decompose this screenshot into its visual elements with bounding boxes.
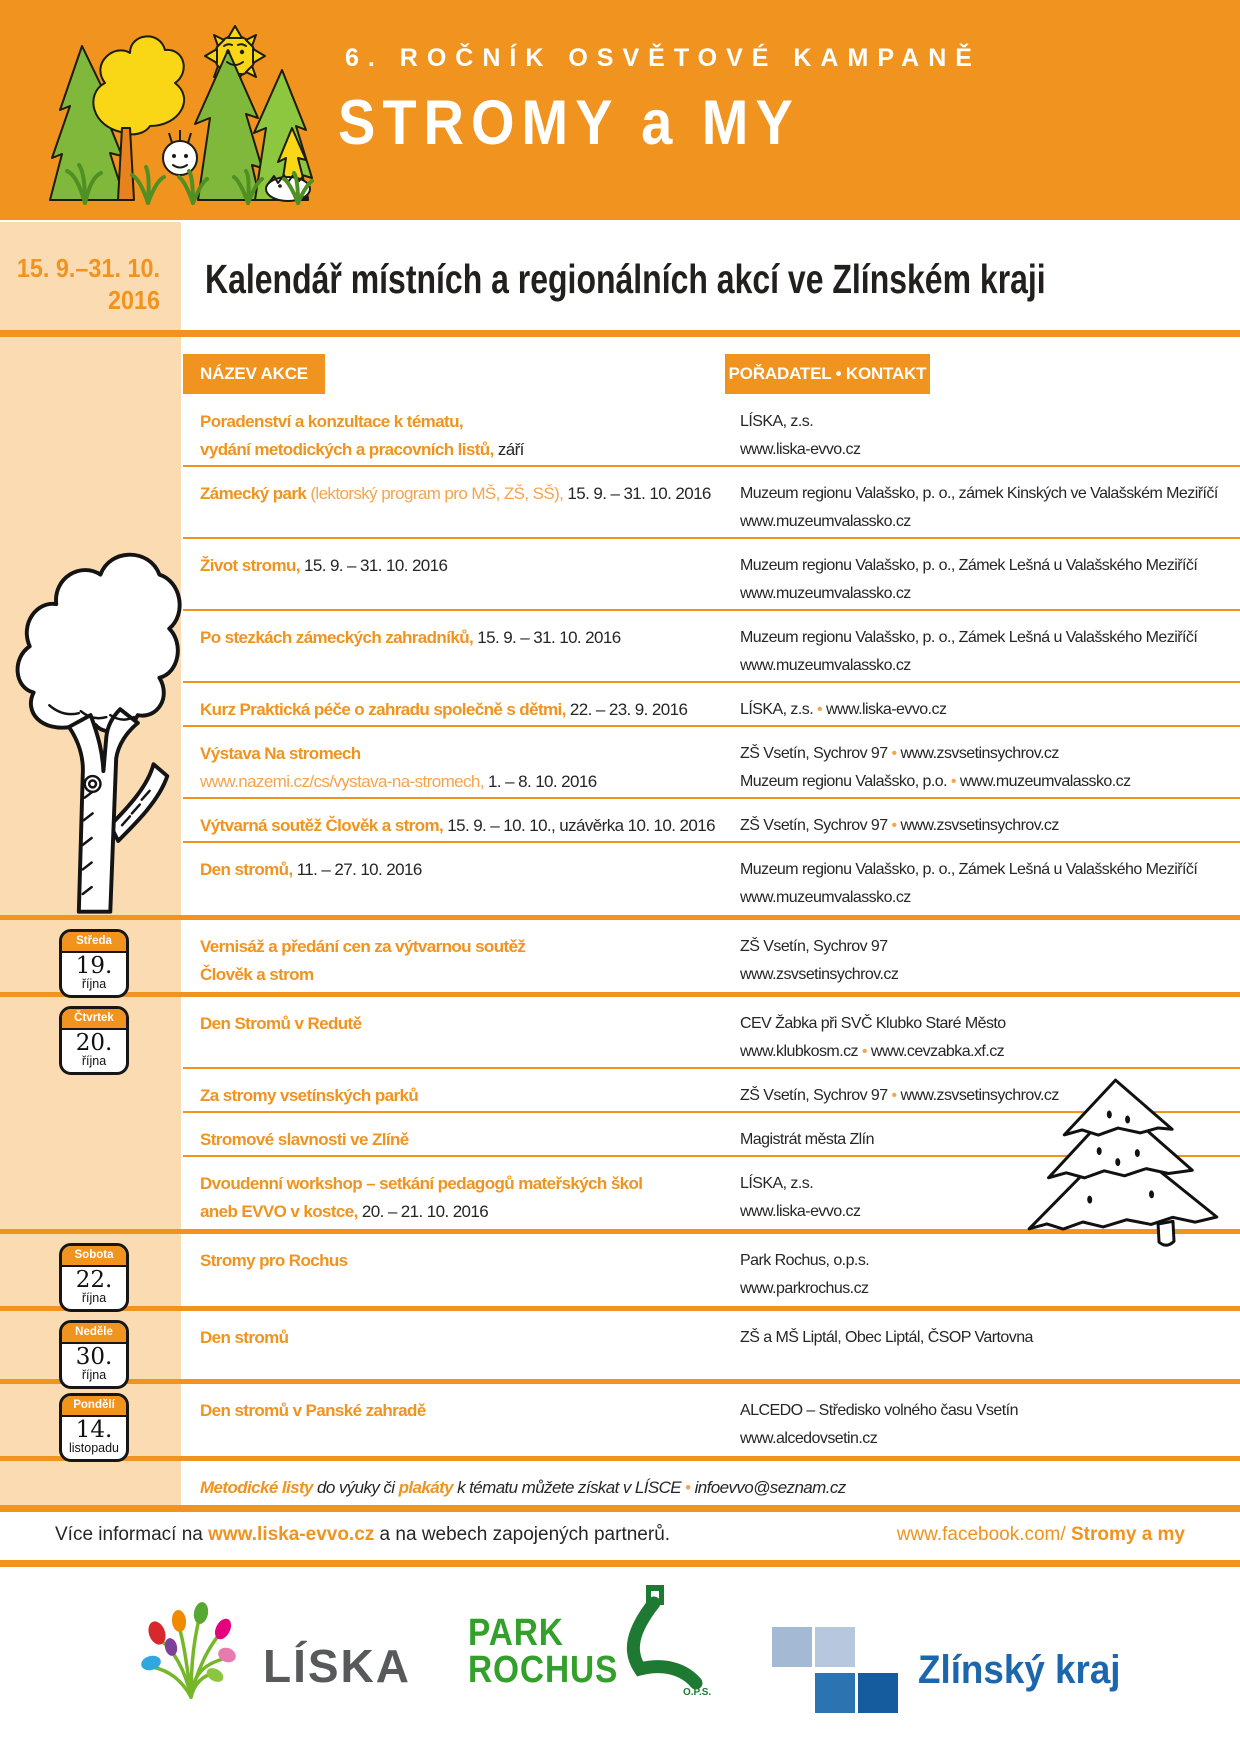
zlin-square-2: [815, 1627, 855, 1667]
organizer-cell: ZŠ Vsetín, Sychrov 97 • www.zsvsetinsychrov.cz: [740, 1087, 1059, 1104]
event-row: [183, 1384, 1240, 1456]
calendar-day-name: Sobota: [62, 1246, 126, 1267]
event-name-cell: Poradenství a konzultace k tématu, vydání metodických a pracovních listů, září: [200, 412, 524, 459]
header-band: [0, 0, 1240, 220]
liska-logo-text: LÍSKA: [263, 1640, 411, 1692]
event-section: [0, 1461, 1240, 1512]
calendar-day-name: Středa: [62, 932, 126, 953]
calendar-date-badge: [59, 1006, 129, 1075]
event-row: [183, 611, 1240, 683]
event-name-cell: Stromy pro Rochus: [200, 1251, 348, 1270]
column-header-event-name: NÁZEV AKCE: [183, 354, 325, 394]
column-header-organizer: POŘADATEL • KONTAKT: [725, 354, 930, 394]
event-row: [183, 1311, 1240, 1379]
calendar-day-number: 22.: [75, 1267, 113, 1293]
zlinsky-kraj-squares-icon: [772, 1627, 900, 1713]
event-name-cell: Výtvarná soutěž Člověk a strom, 15. 9. – 10. 10., uzávěrka 10. 10. 2016: [200, 816, 715, 835]
more-info-prefix: Více informací na: [55, 1524, 209, 1545]
facebook-page-name: Stromy a my: [1070, 1524, 1185, 1545]
organizer-cell: Magistrát města Zlín: [740, 1131, 874, 1148]
organizer-cell: ZŠ a MŠ Liptál, Obec Liptál, ČSOP Vartovna: [740, 1329, 1033, 1346]
park-rochus-logo: [468, 1583, 728, 1711]
event-section: [0, 1311, 1240, 1384]
event-section: [0, 1384, 1240, 1461]
calendar-day-number: 20.: [75, 1030, 113, 1056]
event-name-cell: Zámecký park (lektorský program pro MŠ, ZŠ, SŠ), 15. 9. – 31. 10. 2016: [200, 484, 711, 503]
park-word: PARK: [468, 1612, 564, 1654]
campaign-logo-illustration: [30, 8, 320, 208]
calendar-month-name: října: [81, 1054, 107, 1068]
calendar-date-badge: [59, 1243, 129, 1312]
event-name-cell: Výstava Na stromech www.nazemi.cz/cs/vystava-na-stromech, 1. – 8. 10. 2016: [200, 744, 597, 791]
calendar-date-badge: [59, 929, 129, 998]
event-row: [183, 997, 1240, 1069]
event-row: [183, 683, 1240, 727]
zlin-square-4: [858, 1673, 898, 1713]
calendar-day-number: 30.: [75, 1344, 113, 1370]
event-name-cell: Den Stromů v Redutě: [200, 1014, 362, 1033]
zlin-square-3: [815, 1673, 855, 1713]
event-row: [183, 1461, 1240, 1505]
organizer-cell: Muzeum regionu Valašsko, p. o., Zámek Lešná u Valašského Meziříčí www.muzeumvalassko.cz: [740, 629, 1198, 674]
organizer-cell: Muzeum regionu Valašsko, p. o., Zámek Lešná u Valašského Meziříčí www.muzeumvalassko.cz: [740, 557, 1198, 602]
calendar-month-name: listopadu: [68, 1441, 120, 1455]
organizer-cell: ZŠ Vsetín, Sychrov 97 • www.zsvsetinsychrov.cz Muzeum regionu Valašsko, p.o. • www.muzeumvalassko.cz: [740, 745, 1131, 790]
calendar-month-name: října: [81, 977, 107, 991]
page-title: Kalendář místních a regionálních akcí ve Zlínském kraji: [205, 256, 1046, 302]
event-row: [183, 843, 1240, 915]
zlin-square-1: [772, 1627, 812, 1667]
organizer-cell: Muzeum regionu Valašsko, p. o., Zámek Lešná u Valašského Meziříčí www.muzeumvalassko.cz: [740, 861, 1198, 906]
calendar-month-name: října: [81, 1291, 107, 1305]
zlinsky-kraj-logo-text: Zlínský kraj: [918, 1647, 1121, 1692]
organizer-cell: CEV Žabka při SVČ Klubko Staré Město www.klubkosm.cz • www.cevzabka.xf.cz: [740, 1015, 1006, 1060]
organizer-cell: Muzeum regionu Valašsko, p. o., zámek Kinských ve Valašském Meziříčí www.muzeumvalassko.cz: [740, 485, 1218, 530]
liska-logo: [135, 1589, 411, 1699]
organizer-cell: ALCEDO – Středisko volného času Vsetín www.alcedovsetin.cz: [740, 1402, 1018, 1447]
calendar-month-name: října: [81, 1368, 107, 1382]
divider-bottom: [0, 1560, 1240, 1567]
events-table: [0, 337, 1240, 1512]
event-name-cell: Za stromy vsetínských parků: [200, 1086, 419, 1105]
organizer-cell: LÍSKA, z.s. • www.liska-evvo.cz: [740, 701, 947, 718]
event-name-cell: Kurz Praktická péče o zahradu společně s dětmi, 22. – 23. 9. 2016: [200, 700, 688, 719]
organizer-cell: LÍSKA, z.s. www.liska-evvo.cz: [740, 413, 861, 458]
liska-bouquet-icon: [135, 1589, 247, 1699]
spruce-tree-illustration: [1000, 1076, 1240, 1254]
event-name-cell: Dvoudenní workshop – setkání pedagogů mateřských škol aneb EVVO v kostce, 20. – 21. 10. 2016: [200, 1174, 643, 1221]
event-name-cell: Metodické listy do výuky či plakáty k tématu můžete získat v LÍSCE • infoevvo@seznam.cz: [200, 1478, 846, 1497]
zlinsky-kraj-logo: [772, 1627, 1138, 1713]
event-name-cell: Stromové slavnosti ve Zlíně: [200, 1130, 409, 1149]
event-row: [183, 539, 1240, 611]
calendar-day-name: Čtvrtek: [62, 1009, 126, 1030]
partner-logos: [0, 1567, 1240, 1754]
more-info-line: [55, 1524, 670, 1546]
date-line-2: 2016: [107, 285, 160, 315]
event-name-cell: Život stromu, 15. 9. – 31. 10. 2016: [200, 556, 448, 575]
event-name-cell: Den stromů: [200, 1328, 289, 1347]
event-name-cell: Po stezkách zámeckých zahradníků, 15. 9. – 31. 10. 2016: [200, 628, 621, 647]
event-section: [0, 920, 1240, 997]
calendar-date-badge: [59, 1320, 129, 1389]
organizer-cell: ZŠ Vsetín, Sychrov 97 • www.zsvsetinsychrov.cz: [740, 817, 1059, 834]
campaign-title: STROMY a MY: [338, 87, 800, 158]
rochus-word: ROCHUS: [468, 1649, 619, 1691]
facebook-url: www.facebook.com/: [896, 1524, 1071, 1545]
facebook-line: [897, 1524, 1185, 1546]
park-rochus-ops: O.P.S.: [683, 1687, 712, 1698]
campaign-subtitle: 6. ROČNÍK OSVĚTOVÉ KAMPANĚ: [345, 44, 981, 72]
liska-url: www.liska-evvo.cz: [208, 1524, 375, 1545]
event-row: [183, 727, 1240, 799]
calendar-date-badge: [59, 1393, 129, 1462]
date-line-1: 15. 9.–31. 10.: [16, 253, 161, 283]
divider-top: [0, 330, 1240, 337]
campaign-date-range: [16, 252, 160, 316]
organizer-cell: ZŠ Vsetín, Sychrov 97 www.zsvsetinsychrov.cz: [740, 938, 899, 983]
table-header-row: [0, 337, 1240, 395]
event-row: [183, 467, 1240, 539]
organizer-cell: LÍSKA, z.s. www.liska-evvo.cz: [740, 1175, 861, 1220]
event-section: [0, 395, 1240, 920]
event-name-cell: Den stromů, 11. – 27. 10. 2016: [200, 860, 422, 879]
organizer-cell: Park Rochus, o.p.s. www.parkrochus.cz: [740, 1252, 870, 1297]
event-name-cell: Vernisáž a předání cen za výtvarnou soutěž Člověk a strom: [200, 937, 526, 984]
event-row: [183, 920, 1240, 992]
event-name-cell: Den stromů v Panské zahradě: [200, 1401, 426, 1420]
event-row: [183, 799, 1240, 843]
more-info-suffix: a na webech zapojených partnerů.: [374, 1524, 671, 1545]
calendar-day-number: 14.: [75, 1417, 113, 1443]
event-row: [183, 395, 1240, 467]
calendar-day-name: Neděle: [62, 1323, 126, 1344]
calendar-day-number: 19.: [75, 953, 113, 979]
calendar-day-name: Pondělí: [62, 1396, 126, 1417]
